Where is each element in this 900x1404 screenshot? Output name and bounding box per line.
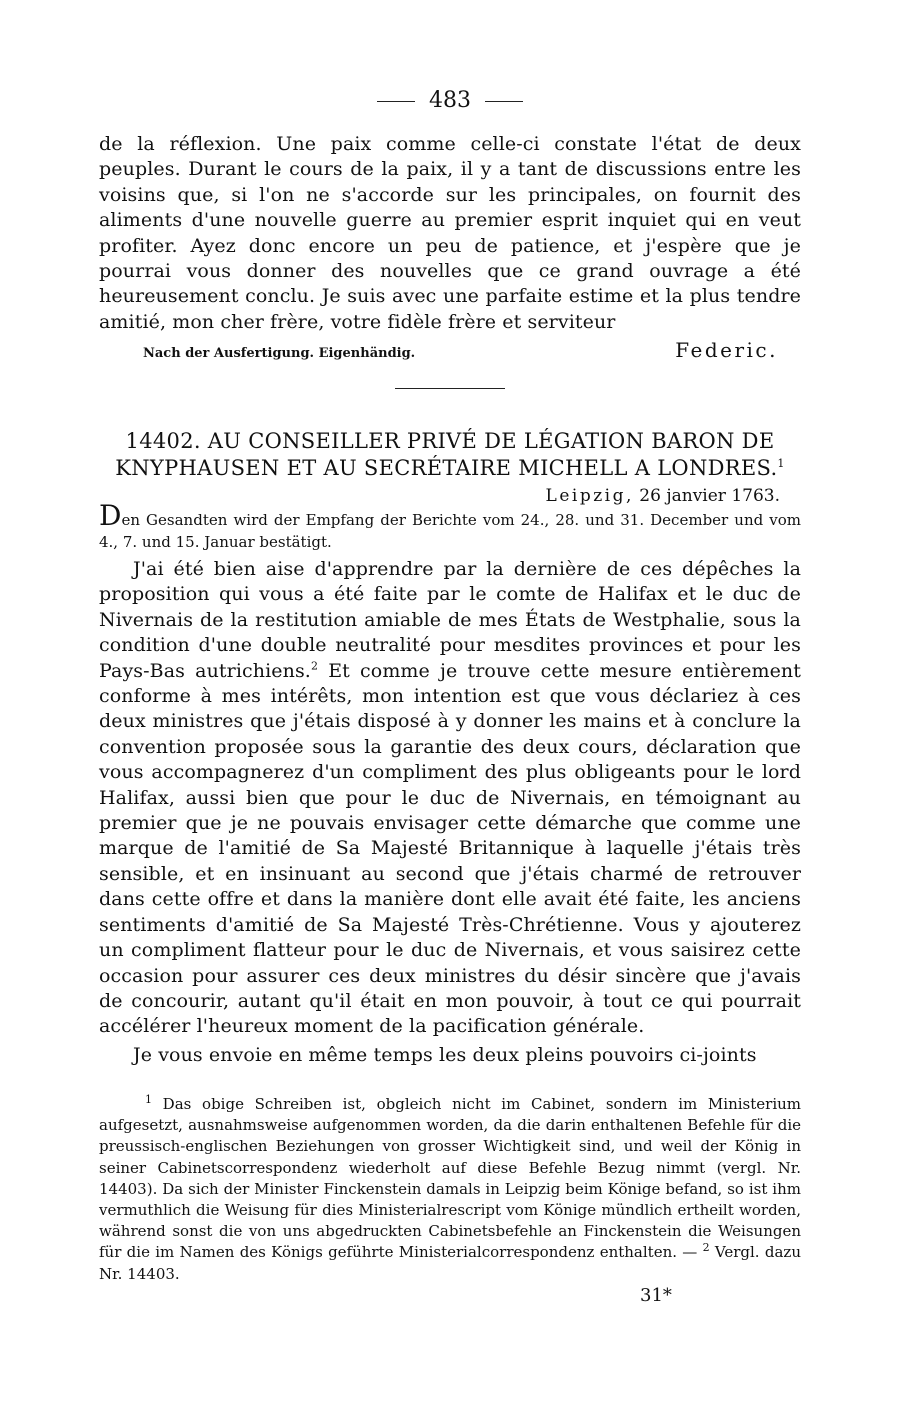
summary-text: en Gesandten wird der Empfang der Berichte vom 24., 28. und 31. December und vom 4., 7. und 15. Januar bestätigt. xyxy=(99,511,801,551)
dateline-date: 26 janvier 1763. xyxy=(639,486,780,506)
letter-summary xyxy=(99,499,801,553)
footnotes xyxy=(99,1094,801,1285)
page-number-text: 483 xyxy=(429,88,471,113)
body-text-part-1: J'ai été bien aise d'apprendre par la dernière de ces dépêches la proposition qui vous a été faite par le comte de Halifax et le duc de Nivernais de la restitution amiable de mes États de Westphalie, sous la condition d'une double neutralité pour mesdites provinces et pour les Pays-Bas autrichiens. xyxy=(99,558,801,682)
footnote-1-text: Das obige Schreiben ist, obgleich nicht im Cabinet, sondern im Ministerium aufgesetzt, ausnahmsweise aufgenommen worden, da die darin enthaltenen Befehle für die preussisch-englischen Beziehungen von grosser Wichtigkeit sind, und weil der König in seiner Cabinetscorrespondenz wiederholt auf diese Befehle Bezug nimmt (vergl. Nr. 14403). Da sich der Minister Finckenstein damals in Leipzig beim Könige befand, so ist ihm vermuthlich die Weisung für dies Ministerialrescript vom Könige mündlich ertheilt worden, während sonst die von uns abgedruckten Cabinetsbefehle an Finckenstein die Weisungen für die im Namen des Königs geführte Ministerialcorrespondenz enthalten. — xyxy=(99,1095,801,1262)
letter-heading xyxy=(92,428,808,482)
page-number xyxy=(0,86,900,116)
intro-paragraph: de la réflexion. Une paix comme celle-ci constate l'état de deux peuples. Durant le cours de la paix, il y a tant de discussions entre les voisins que, si l'on ne s'accorde sur les principales, on fournit des aliments d'une nouvelle guerre au premier esprit inquiet qui en veut profiter. Ayez donc encore un peu de patience, et j'espère que je pourrai vous donner des nouvelles que ce grand ouvrage a été heureusement conclu. Je suis avec une parfaite estime et la plus tendre amitié, mon cher frère, votre fidèle frère et serviteur xyxy=(99,133,801,333)
printer-signature-mark: 31* xyxy=(640,1285,672,1306)
footnote-2-text: Vergl. dazu Nr. 14403. xyxy=(99,1243,801,1283)
dateline-place: Leipzig, xyxy=(545,486,634,506)
signature: Federic. xyxy=(675,338,778,362)
heading-footnote-mark[interactable]: 1 xyxy=(777,457,785,470)
letter-body-paragraph-2: Je vous envoie en même temps les deux pleins pouvoirs ci-joints xyxy=(133,1044,757,1066)
page-number-dash-right xyxy=(485,101,523,102)
letter-heading-text: 14402. AU CONSEILLER PRIVÉ DE LÉGATION BARON DE KNYPHAUSEN ET AU SECRÉTAIRE MICHELL A LONDRES. xyxy=(115,429,778,480)
section-divider xyxy=(395,388,505,389)
dateline xyxy=(546,485,780,507)
body-text-part-2: Et comme je trouve cette mesure entièrement conforme à mes intérêts, mon intention est que vous déclariez à ces deux ministres que j'étais disposé à y donner les mains et à conclure la convention proposée sous la garantie des deux cours, déclaration que vous accompagnerez d'un compliment des plus obligeants pour le lord Halifax, aussi bien que pour le duc de Nivernais, en témoignant au premier que je ne pouvais envisager cette démarche que comme une marque de l'amitié de Sa Majesté Britannique à laquelle j'étais très sensible, et en insinuant au second que j'étais charmé de retrouver dans cette offre et dans la manière dont elle avait été faite, les anciens sentiments d'amitié de Sa Majesté Très-Chrétienne. Vous y ajouterez un compliment flatteur pour le duc de Nivernais, et vous saisirez cette occasion pour assurer ces deux ministres du désir sincère que j'avais de concourir, autant qu'il était en mon pouvoir, à tout ce qui pourrait accélérer l'heureux moment de la pacification générale. xyxy=(99,659,801,1038)
source-note: Nach der Ausfertigung. Eigenhändig. xyxy=(143,346,416,361)
footnote-2-mark: 2 xyxy=(702,1241,710,1255)
footnote-1-mark: 1 xyxy=(145,1093,152,1106)
page-number-dash-left xyxy=(377,101,415,102)
summary-initial: D xyxy=(99,499,122,532)
body-footnote-mark[interactable]: 2 xyxy=(310,659,319,673)
letter-body-paragraph-1 xyxy=(99,557,801,1040)
